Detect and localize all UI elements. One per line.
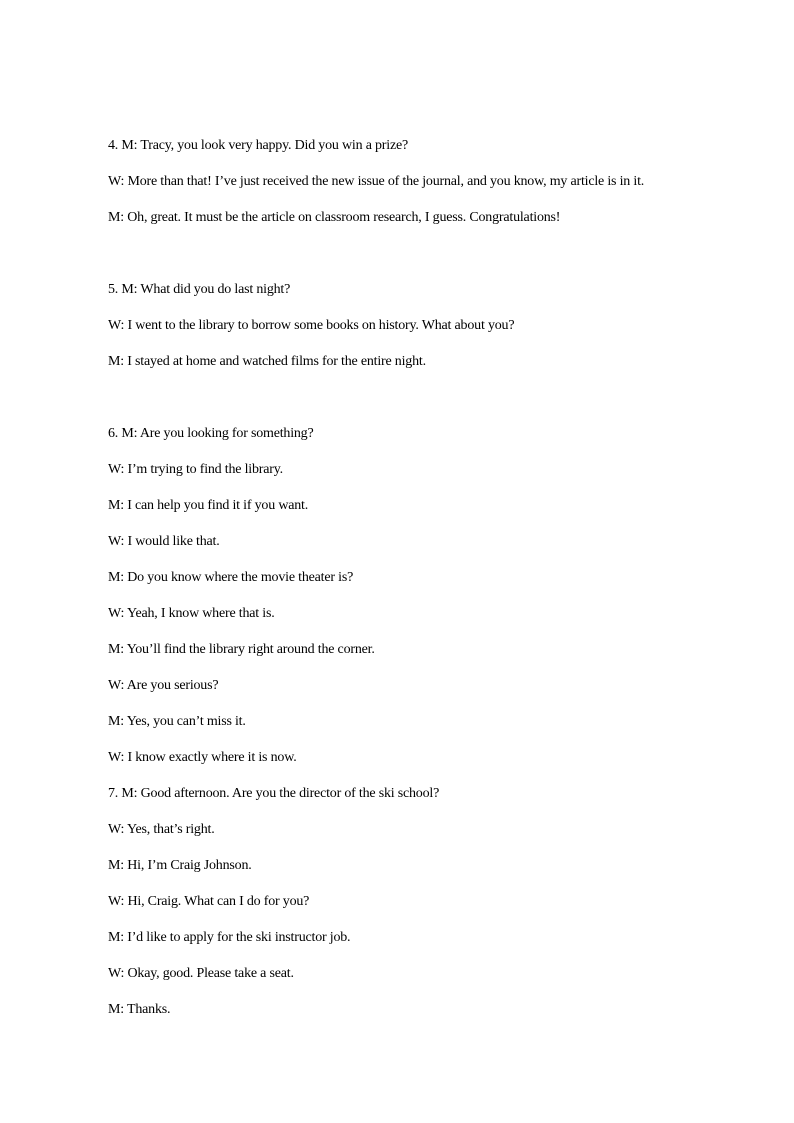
- dialogue-7-line-6: W: Okay, good. Please take a seat.: [108, 966, 294, 981]
- dialogue-6-line-1: 6. M: Are you looking for something?: [108, 426, 314, 441]
- dialogue-6-line-9: M: Yes, you can’t miss it.: [108, 714, 246, 729]
- dialogue-6-line-8: W: Are you serious?: [108, 678, 219, 693]
- dialogue-6-line-6: W: Yeah, I know where that is.: [108, 606, 275, 621]
- dialogue-6-line-4: W: I would like that.: [108, 534, 220, 549]
- dialogue-7-line-5: M: I’d like to apply for the ski instructor job.: [108, 930, 351, 945]
- dialogue-6-line-5: M: Do you know where the movie theater is?: [108, 570, 354, 585]
- dialogue-4-line-3: M: Oh, great. It must be the article on classroom research, I guess. Congratulations!: [108, 210, 561, 225]
- dialogue-4-line-2: W: More than that! I’ve just received the new issue of the journal, and you know, my article is in it.: [108, 174, 645, 189]
- dialogue-7-line-3: M: Hi, I’m Craig Johnson.: [108, 858, 252, 873]
- dialogue-6-line-2: W: I’m trying to find the library.: [108, 462, 283, 477]
- dialogue-6-line-10: W: I know exactly where it is now.: [108, 750, 297, 765]
- dialogue-7-line-2: W: Yes, that’s right.: [108, 822, 215, 837]
- dialogue-5-line-3: M: I stayed at home and watched films for the entire night.: [108, 354, 426, 369]
- dialogue-7-line-7: M: Thanks.: [108, 1002, 171, 1017]
- dialogue-6-line-7: M: You’ll find the library right around the corner.: [108, 642, 375, 657]
- dialogue-7-line-4: W: Hi, Craig. What can I do for you?: [108, 894, 310, 909]
- dialogue-7-line-1: 7. M: Good afternoon. Are you the director of the ski school?: [108, 786, 440, 801]
- dialogue-4-line-1: 4. M: Tracy, you look very happy. Did you win a prize?: [108, 138, 409, 153]
- dialogue-6-line-3: M: I can help you find it if you want.: [108, 498, 309, 513]
- dialogue-5-line-1: 5. M: What did you do last night?: [108, 282, 291, 297]
- dialogue-5-line-2: W: I went to the library to borrow some books on history. What about you?: [108, 318, 515, 333]
